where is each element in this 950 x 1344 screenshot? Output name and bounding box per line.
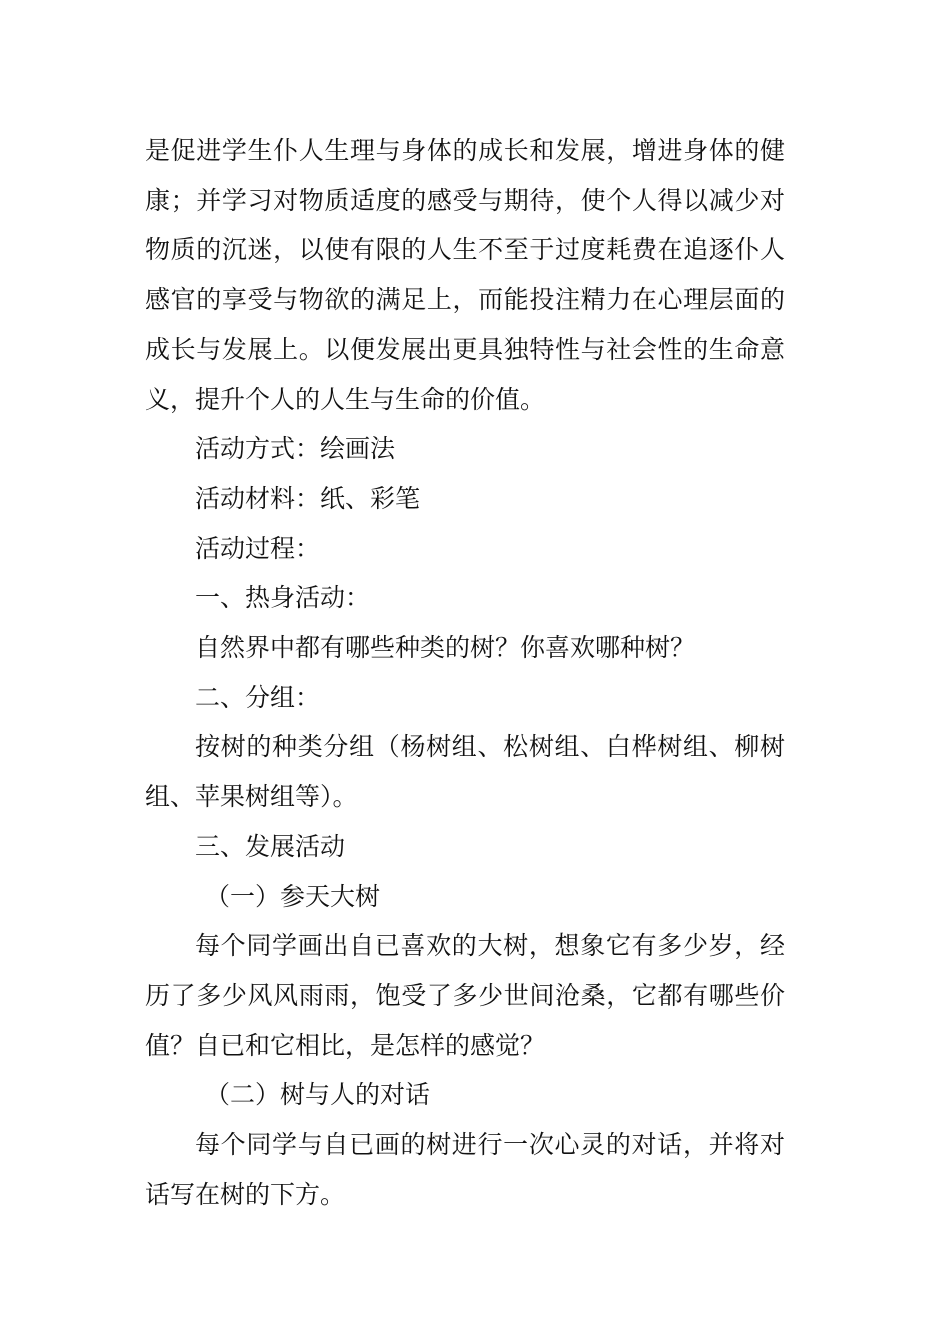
section-development-heading: 三、发展活动: [195, 831, 346, 861]
activity-process-heading: 活动过程：: [195, 533, 321, 563]
paragraph-intro: 是促进学生仆人生理与身体的成长和发展，增进身体的健康；并学习对物质适度的感受与期待，使个人得以减少对物质的沉迷，以使有限的人生不至于过度耗费在追逐仆人感官的享受与物欲的满足上，而能投注精力在心理层面的成长与发展上。以便发展出更具独特性与社会性的生命意义，提升个人的人生与生命的价值。: [145, 136, 785, 414]
section-warmup-heading: 一、热身活动：: [195, 583, 371, 613]
activity-materials: 活动材料：纸、彩笔: [195, 483, 421, 513]
warmup-question: 自然界中都有哪些种类的树？你喜欢哪种树？: [195, 633, 696, 663]
grouping-text: 按树的种类分组（杨树组、松树组、白桦树组、柳树组、苹果树组等）。: [145, 732, 785, 812]
dialogue-text: 每个同学与自已画的树进行一次心灵的对话，并将对话写在树的下方。: [145, 1130, 785, 1209]
document-body: [145, 126, 785, 1219]
section-grouping-heading: 二、分组：: [195, 682, 321, 712]
activity-method: 活动方式：绘画法: [195, 434, 396, 464]
tall-tree-text: 每个同学画出自已喜欢的大树，想象它有多少岁，经历了多少风风雨雨，饱受了多少世间沧桑，它都有哪些价值？自已和它相比，是怎样的感觉？: [145, 931, 785, 1060]
subsection-dialogue-heading: （二）树与人的对话: [205, 1080, 431, 1110]
subsection-tall-tree-heading: （一）参天大树: [205, 881, 381, 911]
